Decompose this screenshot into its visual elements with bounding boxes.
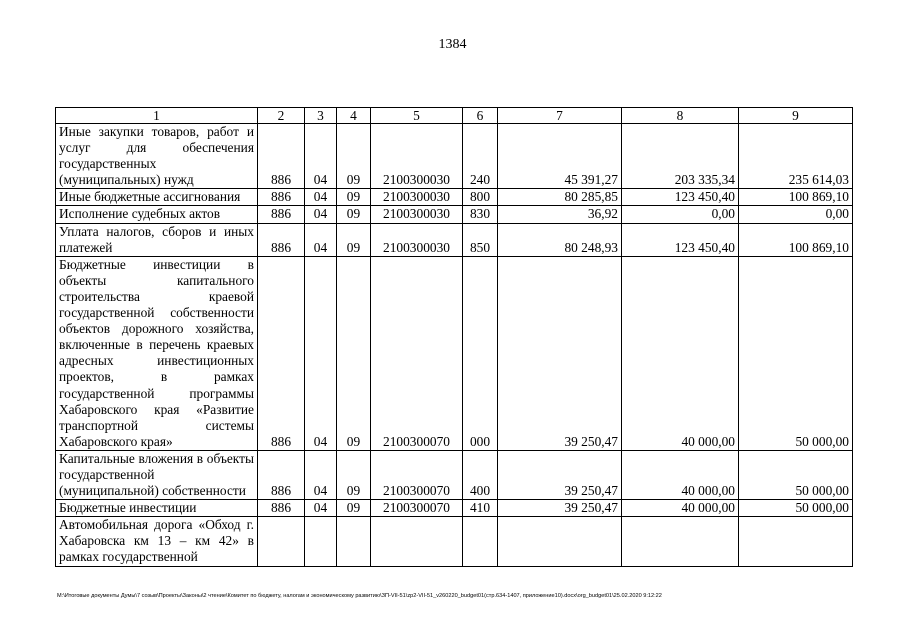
target-article-code-cell: 2100300030: [371, 189, 463, 206]
section-code-cell: [305, 517, 337, 566]
section-code-cell: 04: [305, 500, 337, 517]
section-code-cell: 04: [305, 450, 337, 499]
section-code-cell: 04: [305, 124, 337, 189]
item-name-cell: Иные закупки товаров, работ и услуг для обеспечения государственных (муниципальных) нужд: [56, 124, 258, 189]
subsection-code-cell: 09: [337, 500, 371, 517]
amount-col-7-cell: [498, 517, 622, 566]
subsection-code-cell: 09: [337, 124, 371, 189]
table-row: [56, 517, 853, 566]
ministry-code-cell: [258, 517, 305, 566]
amount-col-9-cell: 100 869,10: [739, 189, 853, 206]
column-header-8: 8: [622, 108, 739, 124]
item-name-cell: Исполнение судебных актов: [56, 206, 258, 223]
amount-col-9-cell: 50 000,00: [739, 500, 853, 517]
amount-col-7-cell: 39 250,47: [498, 450, 622, 499]
table-row: [56, 450, 853, 499]
ministry-code-cell: 886: [258, 223, 305, 256]
subsection-code-cell: 09: [337, 450, 371, 499]
expense-type-code-cell: 830: [463, 206, 498, 223]
item-name-cell: Иные бюджетные ассигнования: [56, 189, 258, 206]
target-article-code-cell: 2100300030: [371, 206, 463, 223]
expense-type-code-cell: 000: [463, 256, 498, 450]
column-header-7: 7: [498, 108, 622, 124]
item-name-cell: Уплата налогов, сборов и иных платежей: [56, 223, 258, 256]
section-code-cell: 04: [305, 256, 337, 450]
ministry-code-cell: 886: [258, 189, 305, 206]
column-header-4: 4: [337, 108, 371, 124]
target-article-code-cell: 2100300070: [371, 450, 463, 499]
amount-col-7-cell: 39 250,47: [498, 500, 622, 517]
column-header-9: 9: [739, 108, 853, 124]
amount-col-9-cell: 0,00: [739, 206, 853, 223]
target-article-code-cell: 2100300070: [371, 256, 463, 450]
amount-col-9-cell: 50 000,00: [739, 256, 853, 450]
target-article-code-cell: 2100300030: [371, 124, 463, 189]
table-row: [56, 223, 853, 256]
table-row: [56, 256, 853, 450]
section-code-cell: 04: [305, 189, 337, 206]
expense-type-code-cell: 400: [463, 450, 498, 499]
column-number-header-row: [56, 108, 853, 124]
subsection-code-cell: 09: [337, 256, 371, 450]
ministry-code-cell: 886: [258, 450, 305, 499]
target-article-code-cell: 2100300070: [371, 500, 463, 517]
amount-col-8-cell: 40 000,00: [622, 256, 739, 450]
document-path-footer: M:\Итоговые документы Думы\7 созыв\Проекты\Законы\2 чтение\Комитет по бюджету, налогам и экономическому развитию\ЗП-VII-51\zp2-VII-51_v260220_budget01(стр.634-1407, приложение10).docx\org_budget01\25.02.2020 9:12:22: [57, 593, 662, 599]
page-number: 1384: [438, 37, 467, 52]
item-name-cell: Бюджетные инвестиции: [56, 500, 258, 517]
subsection-code-cell: 09: [337, 189, 371, 206]
expense-type-code-cell: 800: [463, 189, 498, 206]
ministry-code-cell: 886: [258, 206, 305, 223]
ministry-code-cell: 886: [258, 256, 305, 450]
column-header-5: 5: [371, 108, 463, 124]
amount-col-7-cell: 80 248,93: [498, 223, 622, 256]
amount-col-8-cell: 203 335,34: [622, 124, 739, 189]
ministry-code-cell: 886: [258, 500, 305, 517]
subsection-code-cell: [337, 517, 371, 566]
amount-col-8-cell: [622, 517, 739, 566]
subsection-code-cell: 09: [337, 206, 371, 223]
table-row: [56, 206, 853, 223]
amount-col-8-cell: 123 450,40: [622, 223, 739, 256]
amount-col-8-cell: 40 000,00: [622, 450, 739, 499]
expense-type-code-cell: 410: [463, 500, 498, 517]
amount-col-8-cell: 0,00: [622, 206, 739, 223]
section-code-cell: 04: [305, 223, 337, 256]
item-name-cell: Капитальные вложения в объекты государственной (муниципальной) собственности: [56, 450, 258, 499]
amount-col-7-cell: 45 391,27: [498, 124, 622, 189]
amount-col-9-cell: 100 869,10: [739, 223, 853, 256]
expense-type-code-cell: 240: [463, 124, 498, 189]
column-header-6: 6: [463, 108, 498, 124]
column-header-3: 3: [305, 108, 337, 124]
target-article-code-cell: 2100300030: [371, 223, 463, 256]
column-header-1: 1: [56, 108, 258, 124]
subsection-code-cell: 09: [337, 223, 371, 256]
table-row: [56, 500, 853, 517]
amount-col-9-cell: 50 000,00: [739, 450, 853, 499]
target-article-code-cell: [371, 517, 463, 566]
amount-col-9-cell: 235 614,03: [739, 124, 853, 189]
amount-col-9-cell: [739, 517, 853, 566]
amount-col-8-cell: 40 000,00: [622, 500, 739, 517]
ministry-code-cell: 886: [258, 124, 305, 189]
amount-col-7-cell: 36,92: [498, 206, 622, 223]
amount-col-7-cell: 39 250,47: [498, 256, 622, 450]
expense-type-code-cell: 850: [463, 223, 498, 256]
amount-col-8-cell: 123 450,40: [622, 189, 739, 206]
budget-table: [55, 107, 853, 567]
section-code-cell: 04: [305, 206, 337, 223]
column-header-2: 2: [258, 108, 305, 124]
table-row: [56, 124, 853, 189]
amount-col-7-cell: 80 285,85: [498, 189, 622, 206]
item-name-cell: Бюджетные инвестиции в объекты капитального строительства краевой государственной собственности объектов дорожного хозяйства, включенные в перечень краевых адресных инвестиционных проектов, в рамках государственной программы Хабаровского края «Развитие транспортной системы Хабаровского края»: [56, 256, 258, 450]
expense-type-code-cell: [463, 517, 498, 566]
item-name-cell: Автомобильная дорога «Обход г. Хабаровска км 13 – км 42» в рамках государственной: [56, 517, 258, 566]
table-row: [56, 189, 853, 206]
